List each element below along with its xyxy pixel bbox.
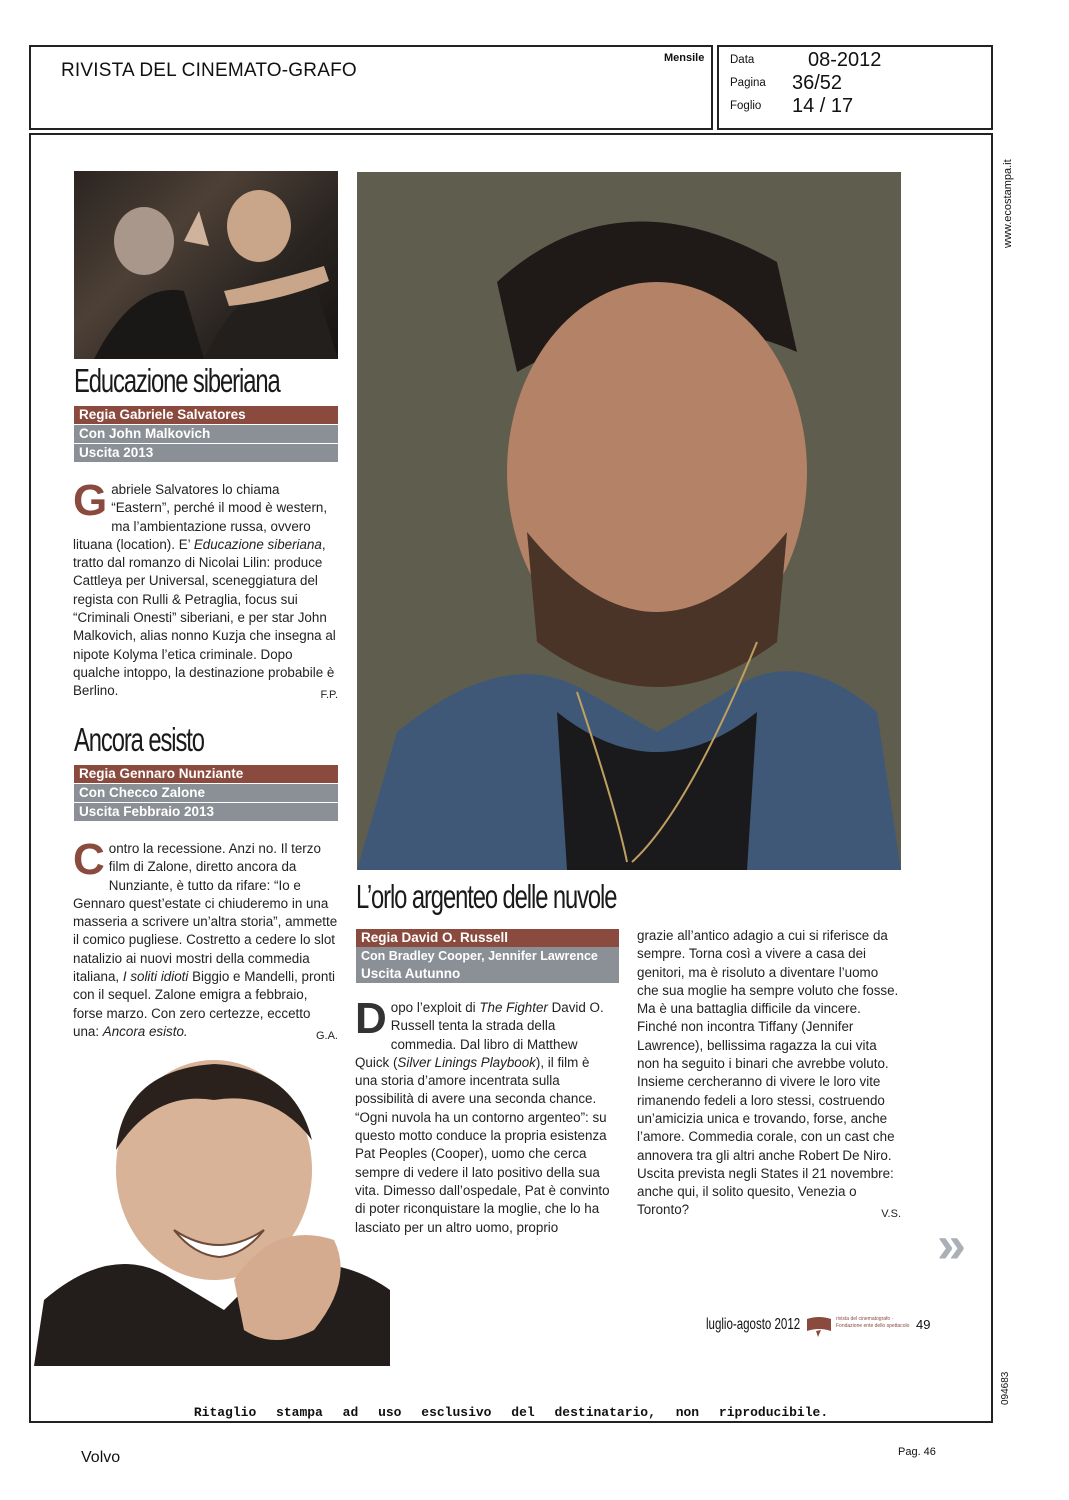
frequency-label: Mensile [664, 52, 705, 64]
data-value: 08-2012 [808, 49, 882, 71]
pagina-label: Pagina [730, 77, 766, 89]
dropcap-c: C [73, 835, 105, 884]
credit-uscita-3: Uscita Autunno [356, 965, 619, 983]
credit-regia-2: Regia Gennaro Nunziante [74, 765, 338, 783]
disclaimer: Ritaglio stampa ad uso esclusivo del destinatario, non riproducibile. [193, 1405, 829, 1420]
credit-con-1: Con John Malkovich [74, 425, 338, 443]
article-body-1: Gabriele Salvatores lo chiama “Eastern”, perché il mood è western, ma l’ambientazione russa, ovvero lituana (location). E’ Educazione siberiana, tratto dal romanzo di Nicolai Lilin: produce Cattleya per Universal, sceneggiatura del regista con Rulli & Petraglia, focus sui “Criminali Onesti” siberiani, e per star John Malkovich, alias nonno Kuzja che insegna al nipote Kolyma l’etica criminale. Dopo qualche intoppo, la destinazione probabile è Berlino. F.P. [73, 481, 338, 705]
credit-uscita-2: Uscita Febbraio 2013 [74, 803, 338, 821]
credit-con-3: Con Bradley Cooper, Jennifer Lawrence [356, 947, 619, 965]
side-code: 094683 [1000, 1371, 1011, 1405]
photo-checco-zalone [34, 1050, 390, 1366]
client-name: Volvo [81, 1449, 121, 1466]
byline-3: V.S. [881, 1208, 901, 1221]
rivista-logo-icon [806, 1315, 832, 1337]
byline-2: G.A. [315, 1029, 338, 1042]
foglio-label: Foglio [730, 100, 762, 112]
logo-text: rivista del cinematografo · Fondazione ente dello spettacolo [836, 1316, 910, 1329]
credit-con-2: Con Checco Zalone [74, 784, 338, 802]
pagina-value: 36/52 [792, 72, 843, 94]
article-body-3b: grazie all’antico adagio a cui si riferisce da sempre. Torna così a vivere a casa dei genitori, ma è risoluto a diventare l’uomo che sua moglie ha sempre voluto che fosse. Ma è una battaglia difficile da vincere. Finché non incontra Tiffany (Jennifer Lawrence), bellissima ragazza la cui vita non ha seguito i binari che avrebbe voluto. Insieme cercheranno di vivere le loro vite rimanendo fedeli a loro stessi, costruendo un’amicizia unica e trovando, forse, anche l’amore. Commedia corale, con un cast che annovera tra gli altri anche Robert De Niro. Uscita prevista negli States il 21 novembre: anche qui, il solito quesito, Venezia o Toronto? V.S. [637, 927, 901, 1224]
man-portrait-illustration [357, 172, 901, 870]
title-orlo-argenteo: L’orlo argenteo delle nuvole [356, 878, 617, 915]
byline-1: F.P. [320, 689, 338, 702]
article-body-2: Contro la recessione. Anzi no. Il terzo film di Zalone, diretto ancora da Nunziante, è tutto da rifare: “Io e Gennaro quest’estate ci chiuderemo in una masseria a scrivere un’altra storia”, ammette il comico pugliese. Costretto a cedere lo slot natalizio ai nuovi mostri della commedia italiana, I soliti idioti Biggio e Mandelli, pronti con il sequel. Zalone emigra a febbraio, forse marzo. Con zero certezze, eccetto una: Ancora esisto. G.A. [73, 840, 338, 1045]
credit-regia-3: Regia David O. Russell [356, 929, 619, 947]
publication-title: RIVISTA DEL CINEMATO-GRAFO [61, 60, 357, 81]
credit-regia-1: Regia Gabriele Salvatores [74, 406, 338, 424]
side-url: www.ecostampa.it [1002, 159, 1014, 248]
foglio-value: 14 / 17 [792, 95, 854, 117]
title-ancora-esisto: Ancora esisto [74, 721, 204, 758]
data-label: Data [730, 54, 755, 66]
photo-bradley-cooper [357, 172, 901, 870]
credit-uscita-1: Uscita 2013 [74, 444, 338, 462]
issue-date: luglio-agosto 2012 [706, 1316, 801, 1333]
document-page: Pag. 46 [898, 1446, 936, 1458]
header-left-box [29, 45, 713, 130]
dropcap-g: G [73, 476, 108, 525]
title-educazione-siberiana: Educazione siberiana [74, 362, 280, 399]
photo-educazione-siberiana [74, 171, 338, 359]
two-men-illustration [74, 171, 338, 359]
smiling-man-illustration [34, 1050, 390, 1366]
continue-chevron-icon: » [937, 1216, 954, 1274]
article-body-3a: Dopo l’exploit di The Fighter David O. Russell tenta la strada della commedia. Dal libro di Matthew Quick (Silver Linings Playbook), il film è una storia d’amore incentrata sulla possibilità di avere una seconda chance. “Ogni nuvola ha un contorno argenteo”: su questo motto conduce la propria esistenza Pat Peoples (Cooper), uomo che cerca sempre di vedere il lato positivo della sua vita. Dimesso dall’ospedale, Pat è convinto di poter riconquistare la moglie, che lo ha lasciato per un altro uomo, proprio [355, 994, 610, 1235]
dropcap-d: D [355, 994, 387, 1043]
magazine-page-number: 49 [916, 1317, 931, 1332]
